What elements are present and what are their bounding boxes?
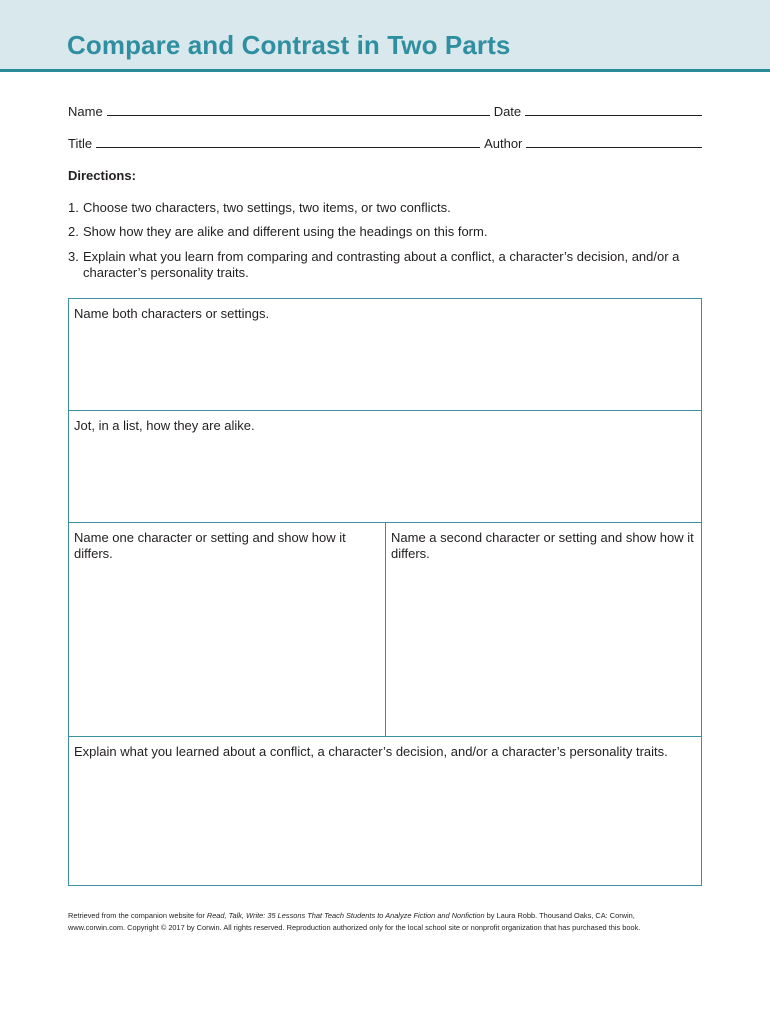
footer-book-title: Read, Talk, Write: 35 Lessons That Teach Students to Analyze Fiction and Nonfiction [206,911,485,920]
direction-number: 3. [68,249,79,264]
title-field[interactable] [96,147,480,148]
alike-prompt: Jot, in a list, how they are alike. [74,418,255,433]
first-differs-cell[interactable] [69,523,386,737]
direction-item [68,224,708,240]
name-field[interactable] [107,115,490,116]
direction-text: Show how they are alike and different using the headings on this form. [83,224,488,239]
direction-number: 1. [68,200,79,215]
explain-prompt: Explain what you learned about a conflict, a character’s decision, and/or a character’s personality traits. [74,744,668,759]
title-author-row [68,133,702,151]
date-field[interactable] [525,115,702,116]
direction-text: Explain what you learn from comparing and contrasting about a conflict, a character’s decision, and/or a character’s personality traits. [83,249,680,280]
explain-cell[interactable] [69,737,701,885]
footer-credit [68,910,708,934]
direction-number: 2. [68,224,79,239]
name-both-prompt: Name both characters or settings. [74,306,270,321]
author-label: Author [484,136,523,151]
direction-item [68,249,708,281]
alike-cell[interactable] [69,411,701,523]
name-both-cell[interactable] [69,299,701,411]
author-field[interactable] [526,147,702,148]
header-rule [0,69,770,72]
direction-text: Choose two characters, two settings, two items, or two conflicts. [83,200,451,215]
page-title: Compare and Contrast in Two Parts [67,30,511,60]
footer-suffix: by Laura Robb. Thousand Oaks, CA: Corwin, [484,911,635,920]
name-label: Name [68,104,103,119]
directions-heading: Directions: [68,168,136,183]
first-differs-prompt: Name one character or setting and show how it differs. [74,530,346,561]
second-differs-cell[interactable] [386,523,701,737]
compare-contrast-form [68,298,702,886]
footer-prefix: Retrieved from the companion website for [68,911,207,920]
second-differs-prompt: Name a second character or setting and show how it differs. [391,530,694,561]
direction-item [68,200,708,216]
title-label: Title [68,136,93,151]
name-date-row [68,101,702,119]
footer-line2: www.corwin.com. Copyright © 2017 by Corwin. All rights reserved. Reproduction authorized only for the local school site or nonprofit organization that has purchased this book. [68,923,641,932]
date-label: Date [493,104,522,119]
